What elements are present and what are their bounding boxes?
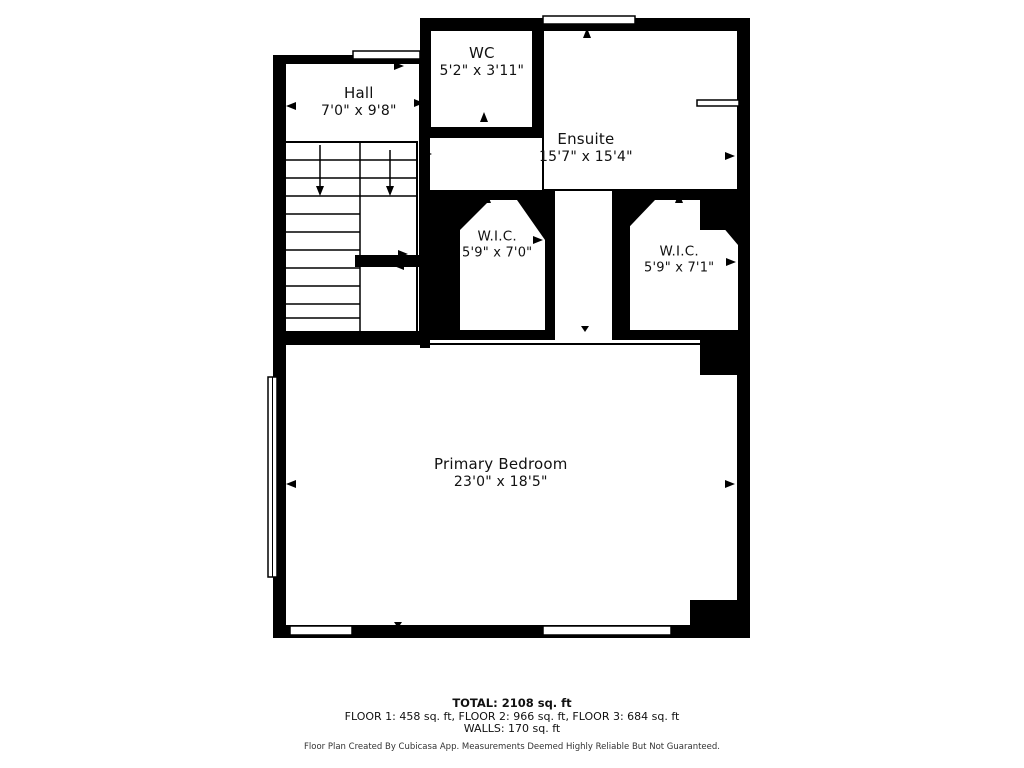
room-name: Ensuite (557, 130, 615, 148)
room-dims: 7'0" x 9'8" (321, 102, 397, 119)
footer-walls-area: WALLS: 170 sq. ft (463, 722, 561, 735)
footer-floor-breakdown: FLOOR 1: 458 sq. ft, FLOOR 2: 966 sq. ft, FLOOR 3: 684 sq. ft (344, 710, 680, 723)
footer-total-area: TOTAL: 2108 sq. ft (452, 696, 572, 710)
room-dims: 5'9" x 7'0" (462, 245, 533, 261)
room-dims: 5'2" x 3'11" (439, 62, 525, 79)
room-dims: 5'9" x 7'1" (644, 260, 715, 276)
room-dims: 15'7" x 15'4" (539, 148, 633, 165)
footer-credit: Floor Plan Created By Cubicasa App. Measurements Deemed Highly Reliable But Not Guaranteed. (304, 742, 720, 752)
room-name: WC (468, 44, 495, 62)
room-name: W.I.C. (659, 243, 699, 260)
room-dims: 23'0" x 18'5" (453, 473, 548, 490)
room-name: Hall (343, 84, 374, 102)
staircase (285, 142, 420, 332)
room-name: Primary Bedroom (434, 455, 568, 473)
room-name: W.I.C. (477, 228, 517, 245)
